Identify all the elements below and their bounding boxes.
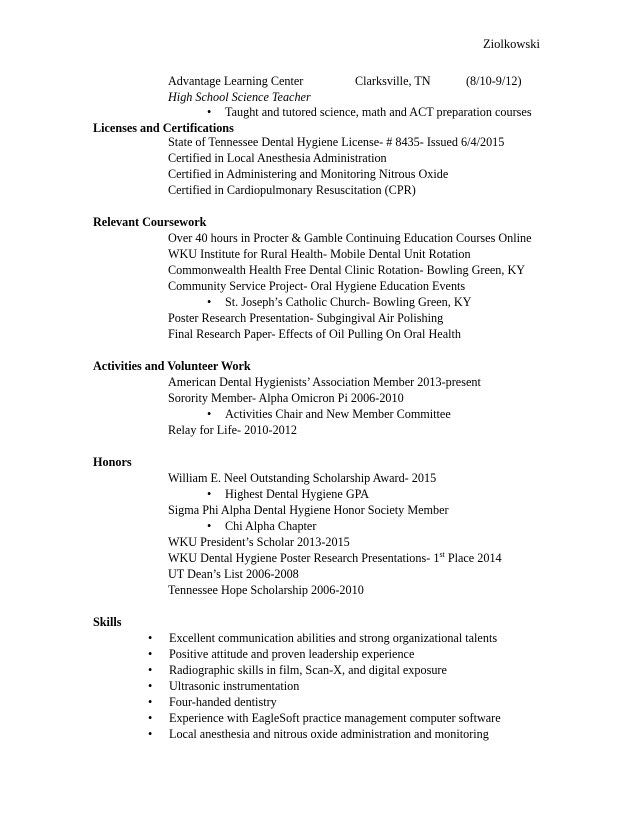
header-surname: Ziolkowski	[483, 37, 540, 51]
section-heading-licenses: Licenses and Certifications	[93, 121, 234, 135]
list-item: Commonwealth Health Free Dental Clinic Rotation- Bowling Green, KY	[168, 263, 526, 277]
skill-text: Radiographic skills in film, Scan-X, and digital exposure	[169, 663, 447, 677]
bullet-text: Highest Dental Hygiene GPA	[225, 487, 370, 501]
list-item: Final Research Paper- Effects of Oil Pulling On Oral Health	[168, 327, 461, 341]
bullet-text: Activities Chair and New Member Committee	[225, 407, 451, 421]
employer-name: Advantage Learning Center	[168, 74, 304, 88]
bullet-glyph: •	[207, 407, 212, 421]
skill-item	[148, 662, 447, 678]
bullet-glyph: •	[207, 105, 212, 119]
skill-item	[148, 678, 299, 694]
skill-item	[148, 694, 277, 710]
list-item: UT Dean’s List 2006-2008	[168, 567, 299, 581]
skill-item	[148, 726, 489, 742]
list-item: Certified in Local Anesthesia Administration	[168, 151, 387, 165]
bullet-glyph: •	[148, 663, 153, 677]
section-heading-honors: Honors	[93, 455, 132, 469]
section-heading-skills: Skills	[93, 615, 122, 629]
skill-item	[148, 630, 497, 646]
list-item: Relay for Life- 2010-2012	[168, 423, 297, 437]
bullet-glyph: •	[148, 727, 153, 741]
bullet-glyph: •	[207, 487, 212, 501]
bullet-glyph: •	[148, 647, 153, 661]
skill-text: Local anesthesia and nitrous oxide administration and monitoring	[169, 727, 489, 741]
list-item	[168, 550, 502, 566]
honor-text: WKU Dental Hygiene Poster Research Presentations- 1	[168, 551, 440, 565]
employment-dates: (8/10-9/12)	[466, 74, 522, 88]
list-subitem	[207, 294, 471, 310]
list-subitem	[207, 518, 316, 534]
list-subitem	[207, 406, 451, 422]
bullet-glyph: •	[148, 679, 153, 693]
list-item: WKU Institute for Rural Health- Mobile Dental Unit Rotation	[168, 247, 471, 261]
skill-text: Excellent communication abilities and strong organizational talents	[169, 631, 498, 645]
section-heading-activities: Activities and Volunteer Work	[93, 359, 251, 373]
list-item: Sorority Member- Alpha Omicron Pi 2006-2010	[168, 391, 404, 405]
bullet-glyph: •	[207, 519, 212, 533]
section-heading-coursework: Relevant Coursework	[93, 215, 207, 229]
honor-text-tail: Place 2014	[444, 551, 502, 565]
bullet-text: Chi Alpha Chapter	[225, 519, 317, 533]
skill-text: Positive attitude and proven leadership experience	[169, 647, 415, 661]
bullet-glyph: •	[148, 631, 153, 645]
job-title: High School Science Teacher	[168, 90, 311, 104]
skill-text: Experience with EagleSoft practice management computer software	[169, 711, 501, 725]
bullet-text: St. Joseph’s Catholic Church- Bowling Green, KY	[225, 295, 472, 309]
list-item: Community Service Project- Oral Hygiene Education Events	[168, 279, 466, 293]
bullet-glyph: •	[148, 711, 153, 725]
list-item: Certified in Cardiopulmonary Resuscitation (CPR)	[168, 183, 416, 197]
list-item: State of Tennessee Dental Hygiene License- # 8435- Issued 6/4/2015	[168, 135, 505, 149]
employment-bullet	[207, 104, 532, 120]
skill-text: Four-handed dentistry	[169, 695, 277, 709]
skill-item	[148, 646, 414, 662]
bullet-glyph: •	[207, 295, 212, 309]
list-item: Sigma Phi Alpha Dental Hygiene Honor Society Member	[168, 503, 449, 517]
list-item: Tennessee Hope Scholarship 2006-2010	[168, 583, 364, 597]
skill-text: Ultrasonic instrumentation	[169, 679, 300, 693]
list-item: American Dental Hygienists’ Association Member 2013-present	[168, 375, 481, 389]
list-item: WKU President’s Scholar 2013-2015	[168, 535, 350, 549]
skill-item	[148, 710, 501, 726]
employer-location: Clarksville, TN	[355, 74, 431, 88]
list-subitem	[207, 486, 369, 502]
list-item: Poster Research Presentation- Subgingival Air Polishing	[168, 311, 444, 325]
list-item: Certified in Administering and Monitoring Nitrous Oxide	[168, 167, 449, 181]
ordinal-suffix: st	[439, 549, 445, 559]
list-item: William E. Neel Outstanding Scholarship Award- 2015	[168, 471, 437, 485]
bullet-text: Taught and tutored science, math and ACT preparation courses	[225, 105, 532, 119]
list-item: Over 40 hours in Procter & Gamble Continuing Education Courses Online	[168, 231, 532, 245]
bullet-glyph: •	[148, 695, 153, 709]
